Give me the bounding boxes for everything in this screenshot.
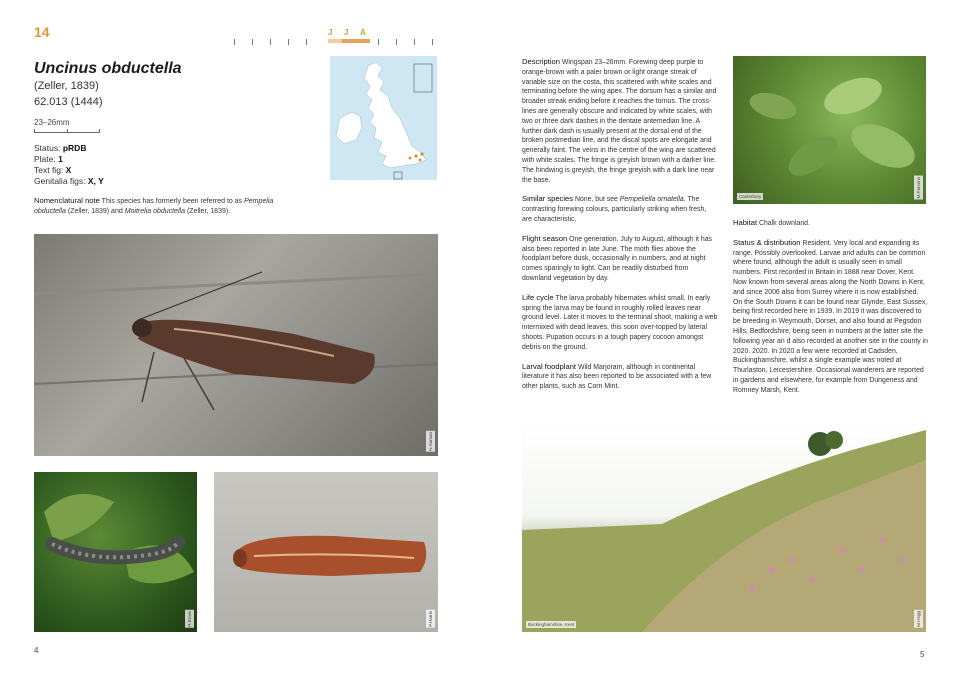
photo-credit: N.Saman <box>428 432 433 451</box>
month-tick <box>252 39 253 45</box>
genitalia-value: X, Y <box>87 176 104 186</box>
life-cycle-section: Life cycle The larva probably hibernates whilst small. In early spring the larva may be found in roughly rolled leaves near ground level. Later it moves to the terminal shoot, making a web intermixed with dead leaves, this soon over-topped by lateral shoots. Pupation occurs in a tough papery cocoon amongst debris on the ground. <box>522 292 718 351</box>
foodplant-photo <box>733 56 926 204</box>
species-author: (Zeller, 1839) <box>34 80 99 92</box>
month-tick <box>234 39 235 45</box>
status-distribution-section: Status & distribution Resident. Very local and expanding its range. Possibly overlooked. Larvae and adults can be common where found, although the adult is usually seen in small numbers. First recorded in Britain in 1888 near Dover, Kent. Now known from several areas along the North Downs in Kent, and since 2006 also from Surrey where it is now established. On the South Downs it can be found near Glynde, East Sussex, being first recorded here in 1939. In 2019 it was discovered to be breeding in Weymouth, Dorset, and also found at Pegsdon Hills, Bedfordshire, being seen in numbers at the latter site the following year an d also recorded at another site in the county in 2020. 2020. In 2020 a few were recorded at Cadsden, Buckinghamshire, whilst a single example was noted at Thurlaston, Leicestershire. Occasional wanderers are reported in gardens and elsewhere, for example from Dungeness and Romney Marsh, Kent. <box>733 237 928 394</box>
similar-species-heading: Similar species <box>522 194 574 204</box>
species-code: 62.013 (1444) <box>34 96 103 108</box>
month-label: J <box>328 28 333 37</box>
nomenclatural-heading: Nomenclatural note <box>34 196 100 205</box>
flight-period-bar-early <box>328 39 342 43</box>
status-block: Status: pRDB Plate: 1 Text fig: X Genitalia figs: X, Y <box>34 143 104 186</box>
description-section: Description Wingspan 23–26mm. Forewing deep purple to orange-brown with a paler brown or light orange streak of variable size on the costa, this scattered with white scales and terminating before the wing apex. The dorsum has a similar and broader streak ending before it reaches the tornus. The cross-lines are generally obscure and indicated by white scales, with two or three dark dashes in the dentate antemedian line. A further dark dash is usually present at the dorsal end of the broken postmedian line, and the discal spots are elongate and generally faint. The veins in the centre of the wing are scattered with white scales. The fringe is greyish brown with a darker line. The hindwing is greyish, the fringe greyish with a dark line near the base. <box>522 57 717 184</box>
text-column-main <box>522 57 718 401</box>
life-cycle-heading: Life cycle <box>522 292 554 302</box>
nomenclatural-note: Nomenclatural note This species has formerly been referred to as Pempelia obductella (Zeller, 1839) and Moitrelia obductella (Zeller, 1839). <box>34 196 274 215</box>
photo-credit: P.Harris <box>428 611 433 627</box>
description-heading: Description <box>522 57 560 66</box>
species-name: Uncinus obductella <box>34 60 182 77</box>
photo-location: Buckinghamshire, Kent <box>528 622 575 627</box>
distribution-map <box>330 56 437 180</box>
flight-calendar <box>232 28 444 46</box>
flight-season-heading: Flight season <box>522 233 568 243</box>
set-moth-photo <box>214 472 438 632</box>
month-tick <box>414 39 415 45</box>
wingspan-scale <box>34 129 100 133</box>
photo-credit: R.Bowe <box>187 611 192 627</box>
photo-credit: M.Parsons <box>916 177 921 199</box>
habitat-section: Habitat Chalk downland. <box>733 218 810 227</box>
page-number-left: 4 <box>34 646 39 655</box>
wingspan-label: 23–26mm <box>34 118 70 127</box>
status-distribution-heading: Status & distribution <box>733 237 801 247</box>
similar-species-section: Similar species None, but see Pempeliella ornatella. The contrasting forewing colours, particularly striking when fresh, are characteristic. <box>522 194 707 223</box>
species-number: 14 <box>34 24 50 40</box>
page-number-right: 5 <box>920 650 925 659</box>
flight-season-section: Flight season One generation. July to August, although it has also been reported in late June. The moth flies above the foodplant before dusk, occasionally in numbers, and at night comes sparingly to light. Can be readily disturbed from downland vegetation by day. <box>522 233 712 282</box>
habitat-heading: Habitat <box>733 218 758 227</box>
photo-location: Canterbury <box>739 194 762 199</box>
larval-foodplant-section: Larval foodplant Wild Marjoram, although in continental literature it has also been reported to be associated with a few other plants, such as Corn Mint. <box>522 361 712 391</box>
landscape-photo <box>522 420 926 632</box>
month-tick <box>396 39 397 45</box>
month-tick <box>270 39 271 45</box>
month-tick <box>288 39 289 45</box>
month-tick <box>432 39 433 45</box>
photo-credit: M.Hogg <box>916 611 921 627</box>
larva-photo <box>34 472 197 632</box>
month-tick <box>306 39 307 45</box>
plate-value: 1 <box>58 154 63 164</box>
status-value: pRDB <box>62 143 87 153</box>
month-tick <box>378 39 379 45</box>
month-label: A <box>360 28 366 37</box>
textfig-value: X <box>65 165 72 175</box>
text-column-right <box>733 218 928 405</box>
larval-foodplant-heading: Larval foodplant <box>522 361 577 371</box>
month-label: J <box>344 28 349 37</box>
adult-moth-photo <box>34 234 438 456</box>
